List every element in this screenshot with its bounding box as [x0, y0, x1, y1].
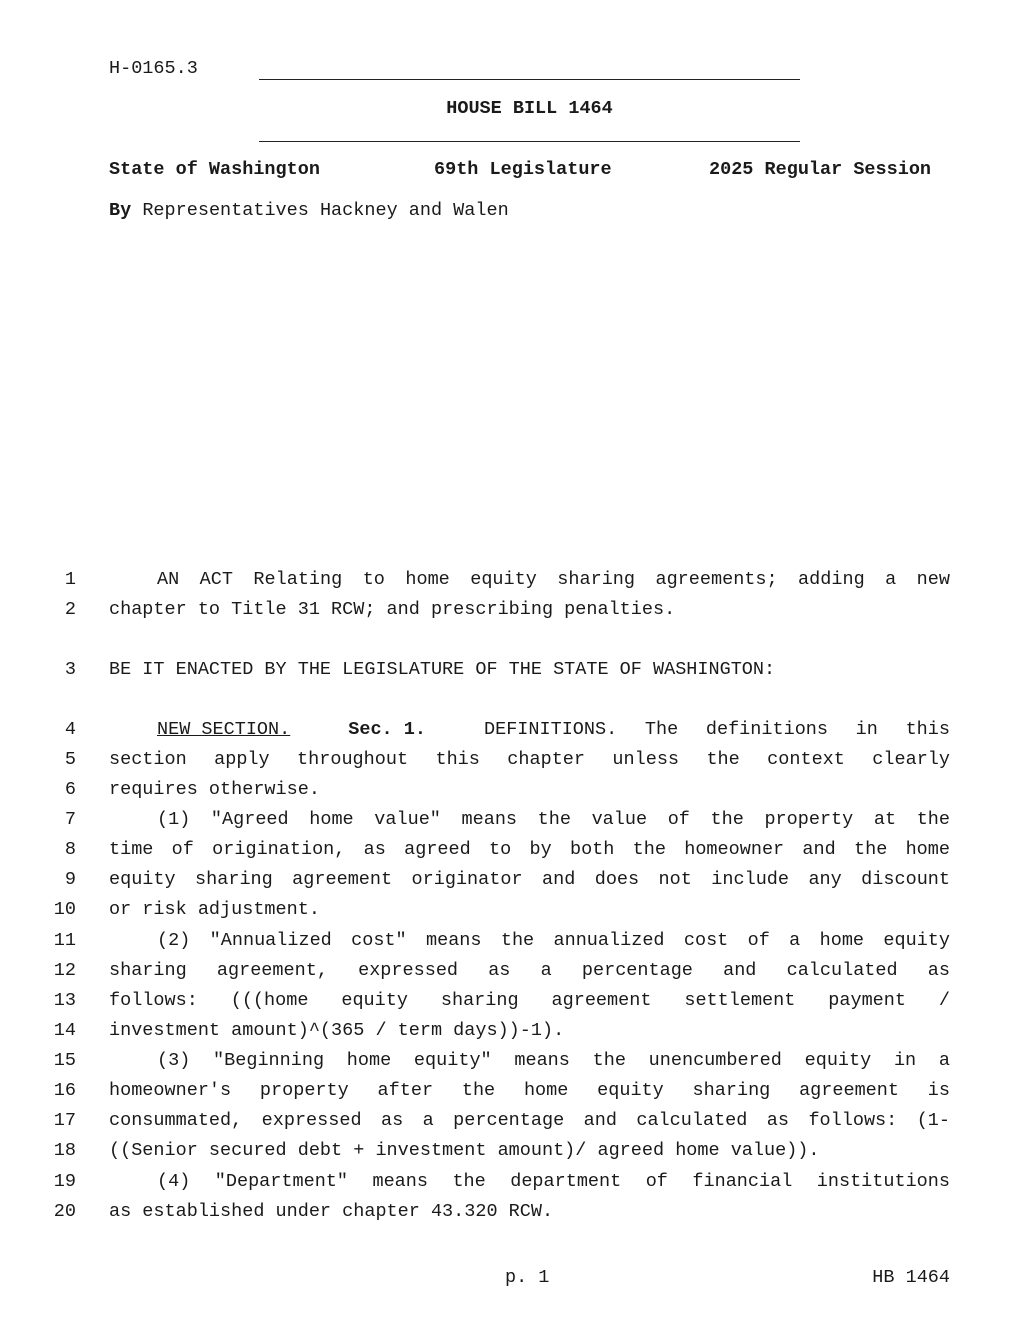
line-number: 10 [53, 899, 76, 920]
line-number: 3 [64, 659, 76, 680]
bill-line: chapter to Title 31 RCW; and prescribing penalties. [109, 599, 676, 620]
legislature: 69th Legislature [434, 159, 612, 180]
bill-line: (1) "Agreed home value" means the value of the property at the [157, 809, 950, 830]
new-section-label: NEW SECTION. [157, 719, 291, 740]
bill-line: equity sharing agreement originator and does not include any discount [109, 869, 950, 890]
line-number: 8 [64, 839, 76, 860]
bill-line: (3) "Beginning home equity" means the unencumbered equity in a [157, 1050, 950, 1071]
footer-bill-ref: HB 1464 [872, 1267, 950, 1288]
line-number: 11 [53, 930, 76, 951]
bill-line: or risk adjustment. [109, 899, 320, 920]
line-number: 1 [64, 569, 76, 590]
line-number: 2 [64, 599, 76, 620]
bill-line: time of origination, as agreed to by both the homeowner and the home [109, 839, 950, 860]
bill-line: ((Senior secured debt + investment amount)/ agreed home value)). [109, 1140, 820, 1161]
line-number: 6 [64, 779, 76, 800]
document-id: H-0165.3 [109, 58, 198, 79]
page-number: p. 1 [505, 1267, 550, 1288]
section-number: Sec. 1. [348, 719, 426, 740]
bill-line: requires otherwise. [109, 779, 320, 800]
line-number: 18 [53, 1140, 76, 1161]
line-number: 15 [53, 1050, 76, 1071]
bill-line: sharing agreement, expressed as a percentage and calculated as [109, 960, 950, 981]
line-number: 17 [53, 1110, 76, 1131]
bill-line: section apply throughout this chapter unless the context clearly [109, 749, 950, 770]
bill-line: consummated, expressed as a percentage and calculated as follows: (1- [109, 1110, 950, 1131]
line-number: 16 [53, 1080, 76, 1101]
line-number: 5 [64, 749, 76, 770]
bill-line: AN ACT Relating to home equity sharing agreements; adding a new [157, 569, 950, 590]
state-name: State of Washington [109, 159, 320, 180]
line-number: 20 [53, 1201, 76, 1222]
bill-line: investment amount)^(365 / term days))-1). [109, 1020, 565, 1041]
line-number: 7 [64, 809, 76, 830]
line-number: 13 [53, 990, 76, 1011]
line-number: 4 [64, 719, 76, 740]
bill-line: follows: (((home equity sharing agreement settlement payment / [109, 990, 950, 1011]
line-number: 9 [64, 869, 76, 890]
enacting-clause: BE IT ENACTED BY THE LEGISLATURE OF THE STATE OF WASHINGTON: [109, 659, 776, 680]
line-number: 19 [53, 1171, 76, 1192]
line-number: 14 [53, 1020, 76, 1041]
section-heading-line [109, 719, 950, 741]
header-rule-bottom [259, 141, 800, 142]
header-rule-top [259, 79, 800, 80]
session: 2025 Regular Session [709, 159, 932, 180]
bill-line: DEFINITIONS. The definitions in this [483, 719, 950, 740]
sponsors-by-label: By [109, 200, 132, 221]
bill-line: as established under chapter 43.320 RCW. [109, 1201, 554, 1222]
sponsors-line [109, 200, 509, 222]
bill-line: (4) "Department" means the department of financial institutions [157, 1171, 950, 1192]
bill-line: homeowner's property after the home equity sharing agreement is [109, 1080, 950, 1101]
sponsors: Representatives Hackney and Walen [142, 200, 509, 221]
bill-title: HOUSE BILL 1464 [446, 98, 613, 119]
line-number: 12 [53, 960, 76, 981]
bill-line: (2) "Annualized cost" means the annualized cost of a home equity [157, 930, 950, 951]
